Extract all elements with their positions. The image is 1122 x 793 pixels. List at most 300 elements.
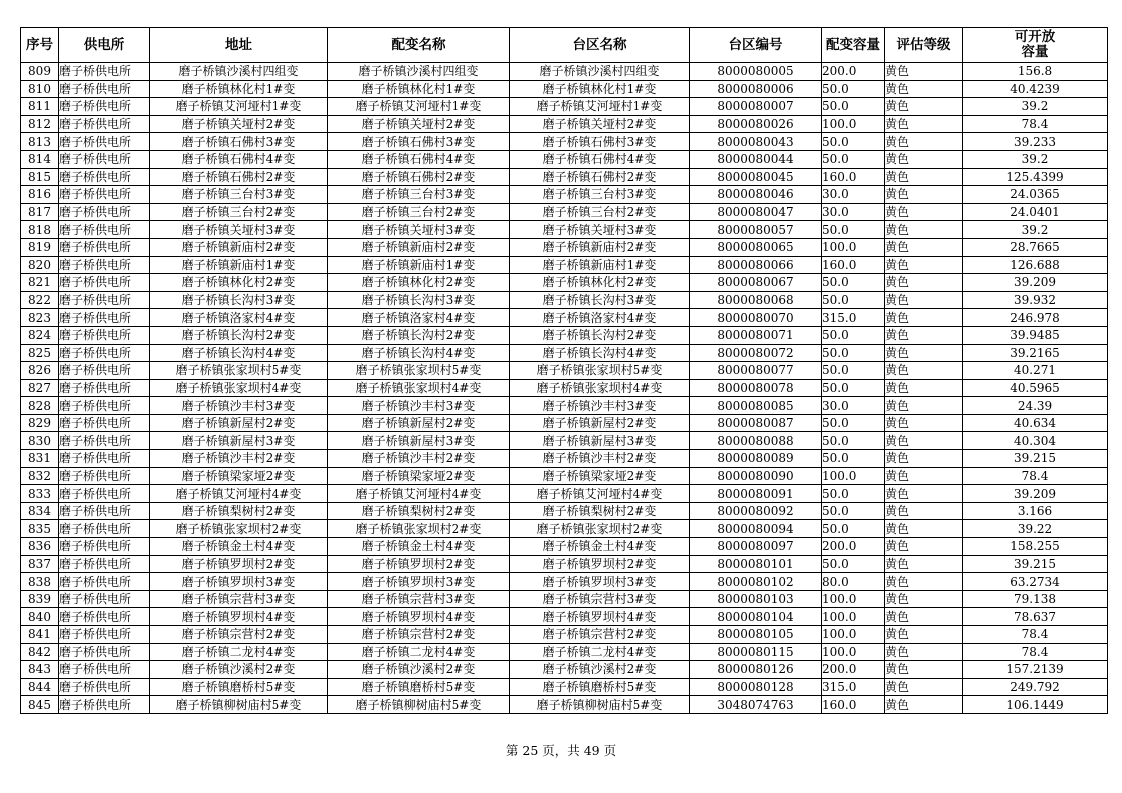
cell-station: 磨子桥供电所: [59, 221, 150, 239]
cell-open-capacity: 39.215: [963, 450, 1108, 468]
cell-area-code: 8000080043: [690, 133, 822, 151]
table-row: [21, 467, 1108, 485]
cell-index: 833: [21, 485, 59, 503]
cell-station: 磨子桥供电所: [59, 63, 150, 81]
cell-index: 832: [21, 467, 59, 485]
cell-rating: 黄色: [885, 520, 963, 538]
cell-transformer-name: 磨子桥镇新庙村1#变: [328, 256, 510, 274]
cell-open-capacity: 78.4: [963, 115, 1108, 133]
cell-address: 磨子桥镇新屋村3#变: [150, 432, 328, 450]
table-row: [21, 98, 1108, 116]
cell-area-code: 8000080066: [690, 256, 822, 274]
cell-area-name: 磨子桥镇罗坝村4#变: [510, 608, 690, 626]
cell-transformer-name: 磨子桥镇长沟村2#变: [328, 326, 510, 344]
cell-address: 磨子桥镇罗坝村4#变: [150, 608, 328, 626]
cell-address: 磨子桥镇林化村2#变: [150, 274, 328, 292]
cell-area-name: 磨子桥镇艾河垭村1#变: [510, 98, 690, 116]
table-row: [21, 115, 1108, 133]
table-row: [21, 555, 1108, 573]
table-row: [21, 538, 1108, 556]
cell-open-capacity: 39.209: [963, 274, 1108, 292]
cell-area-code: 8000080065: [690, 238, 822, 256]
cell-transformer-name: 磨子桥镇三台村2#变: [328, 203, 510, 221]
cell-station: 磨子桥供电所: [59, 326, 150, 344]
cell-open-capacity: 157.2139: [963, 661, 1108, 679]
cell-area-code: 8000080070: [690, 309, 822, 327]
cell-open-capacity: 40.5965: [963, 379, 1108, 397]
cell-transformer-name: 磨子桥镇石佛村4#变: [328, 150, 510, 168]
cell-station: 磨子桥供电所: [59, 168, 150, 186]
cell-area-name: 磨子桥镇张家坝村4#变: [510, 379, 690, 397]
cell-rating: 黄色: [885, 538, 963, 556]
cell-capacity: 100.0: [822, 467, 885, 485]
header-capacity: 配变容量: [822, 28, 885, 63]
cell-open-capacity: 24.0365: [963, 186, 1108, 204]
table-row: [21, 678, 1108, 696]
cell-capacity: 315.0: [822, 678, 885, 696]
header-station: 供电所: [59, 28, 150, 63]
cell-area-code: 8000080094: [690, 520, 822, 538]
data-table: [20, 27, 1108, 714]
table-row: [21, 414, 1108, 432]
cell-index: 811: [21, 98, 59, 116]
table-row: [21, 203, 1108, 221]
cell-open-capacity: 126.688: [963, 256, 1108, 274]
cell-address: 磨子桥镇艾河垭村4#变: [150, 485, 328, 503]
table-row: [21, 63, 1108, 81]
cell-capacity: 160.0: [822, 168, 885, 186]
cell-capacity: 50.0: [822, 485, 885, 503]
cell-area-code: 8000080006: [690, 80, 822, 98]
table-row: [21, 150, 1108, 168]
cell-rating: 黄色: [885, 256, 963, 274]
table-row: [21, 696, 1108, 714]
cell-area-code: 8000080097: [690, 538, 822, 556]
cell-station: 磨子桥供电所: [59, 573, 150, 591]
cell-rating: 黄色: [885, 309, 963, 327]
cell-index: 840: [21, 608, 59, 626]
cell-station: 磨子桥供电所: [59, 344, 150, 362]
header-area-code: 台区编号: [690, 28, 822, 63]
cell-capacity: 200.0: [822, 538, 885, 556]
header-address: 地址: [150, 28, 328, 63]
cell-address: 磨子桥镇宗营村2#变: [150, 626, 328, 644]
cell-index: 829: [21, 414, 59, 432]
cell-rating: 黄色: [885, 274, 963, 292]
header-rating: 评估等级: [885, 28, 963, 63]
table-row: [21, 274, 1108, 292]
cell-index: 819: [21, 238, 59, 256]
cell-area-name: 磨子桥镇石佛村2#变: [510, 168, 690, 186]
cell-area-name: 磨子桥镇长沟村2#变: [510, 326, 690, 344]
cell-address: 磨子桥镇沙丰村2#变: [150, 450, 328, 468]
cell-station: 磨子桥供电所: [59, 186, 150, 204]
cell-area-name: 磨子桥镇沙溪村四组变: [510, 63, 690, 81]
cell-capacity: 100.0: [822, 115, 885, 133]
cell-area-code: 8000080115: [690, 643, 822, 661]
cell-capacity: 160.0: [822, 256, 885, 274]
cell-area-code: 8000080071: [690, 326, 822, 344]
cell-capacity: 50.0: [822, 344, 885, 362]
table-row: [21, 397, 1108, 415]
cell-index: 843: [21, 661, 59, 679]
cell-address: 磨子桥镇沙丰村3#变: [150, 397, 328, 415]
cell-station: 磨子桥供电所: [59, 397, 150, 415]
cell-station: 磨子桥供电所: [59, 608, 150, 626]
cell-area-name: 磨子桥镇新庙村1#变: [510, 256, 690, 274]
cell-transformer-name: 磨子桥镇新屋村2#变: [328, 414, 510, 432]
cell-capacity: 100.0: [822, 238, 885, 256]
table-row: [21, 590, 1108, 608]
cell-transformer-name: 磨子桥镇张家坝村2#变: [328, 520, 510, 538]
cell-capacity: 100.0: [822, 590, 885, 608]
cell-transformer-name: 磨子桥镇沙丰村2#变: [328, 450, 510, 468]
cell-area-name: 磨子桥镇关垭村3#变: [510, 221, 690, 239]
table-row: [21, 608, 1108, 626]
cell-open-capacity: 39.22: [963, 520, 1108, 538]
cell-capacity: 200.0: [822, 63, 885, 81]
cell-open-capacity: 40.634: [963, 414, 1108, 432]
cell-open-capacity: 24.0401: [963, 203, 1108, 221]
cell-station: 磨子桥供电所: [59, 115, 150, 133]
cell-area-code: 8000080044: [690, 150, 822, 168]
cell-area-code: 8000080101: [690, 555, 822, 573]
cell-transformer-name: 磨子桥镇关垭村2#变: [328, 115, 510, 133]
cell-open-capacity: 40.271: [963, 362, 1108, 380]
cell-capacity: 30.0: [822, 203, 885, 221]
cell-station: 磨子桥供电所: [59, 450, 150, 468]
cell-area-name: 磨子桥镇梨树村2#变: [510, 502, 690, 520]
cell-area-name: 磨子桥镇柳树庙村5#变: [510, 696, 690, 714]
cell-transformer-name: 磨子桥镇张家坝村4#变: [328, 379, 510, 397]
cell-transformer-name: 磨子桥镇艾河垭村4#变: [328, 485, 510, 503]
cell-capacity: 315.0: [822, 309, 885, 327]
cell-area-code: 8000080005: [690, 63, 822, 81]
cell-capacity: 50.0: [822, 379, 885, 397]
cell-transformer-name: 磨子桥镇金土村4#变: [328, 538, 510, 556]
cell-index: 817: [21, 203, 59, 221]
cell-open-capacity: 39.2: [963, 98, 1108, 116]
cell-station: 磨子桥供电所: [59, 238, 150, 256]
cell-area-code: 8000080067: [690, 274, 822, 292]
table-row: [21, 432, 1108, 450]
cell-rating: 黄色: [885, 661, 963, 679]
table-row: [21, 168, 1108, 186]
cell-rating: 黄色: [885, 678, 963, 696]
cell-area-name: 磨子桥镇张家坝村5#变: [510, 362, 690, 380]
cell-address: 磨子桥镇二龙村4#变: [150, 643, 328, 661]
cell-area-name: 磨子桥镇金土村4#变: [510, 538, 690, 556]
cell-area-code: 8000080126: [690, 661, 822, 679]
cell-address: 磨子桥镇罗坝村2#变: [150, 555, 328, 573]
cell-address: 磨子桥镇石佛村2#变: [150, 168, 328, 186]
cell-address: 磨子桥镇磨桥村5#变: [150, 678, 328, 696]
cell-rating: 黄色: [885, 397, 963, 415]
cell-index: 837: [21, 555, 59, 573]
cell-capacity: 50.0: [822, 291, 885, 309]
cell-address: 磨子桥镇艾河垭村1#变: [150, 98, 328, 116]
table-row: [21, 309, 1108, 327]
cell-station: 磨子桥供电所: [59, 150, 150, 168]
cell-station: 磨子桥供电所: [59, 467, 150, 485]
cell-open-capacity: 40.304: [963, 432, 1108, 450]
cell-rating: 黄色: [885, 450, 963, 468]
cell-address: 磨子桥镇长沟村3#变: [150, 291, 328, 309]
header-area-name: 台区名称: [510, 28, 690, 63]
cell-station: 磨子桥供电所: [59, 678, 150, 696]
cell-index: 838: [21, 573, 59, 591]
cell-station: 磨子桥供电所: [59, 203, 150, 221]
cell-rating: 黄色: [885, 590, 963, 608]
cell-transformer-name: 磨子桥镇罗坝村4#变: [328, 608, 510, 626]
cell-area-code: 8000080104: [690, 608, 822, 626]
table-row: [21, 326, 1108, 344]
cell-area-name: 磨子桥镇沙丰村2#变: [510, 450, 690, 468]
cell-station: 磨子桥供电所: [59, 626, 150, 644]
table-row: [21, 238, 1108, 256]
cell-area-code: 8000080088: [690, 432, 822, 450]
cell-open-capacity: 106.1449: [963, 696, 1108, 714]
cell-open-capacity: 78.4: [963, 467, 1108, 485]
cell-area-code: 8000080091: [690, 485, 822, 503]
cell-open-capacity: 78.4: [963, 626, 1108, 644]
cell-transformer-name: 磨子桥镇柳树庙村5#变: [328, 696, 510, 714]
cell-area-name: 磨子桥镇林化村1#变: [510, 80, 690, 98]
cell-index: 812: [21, 115, 59, 133]
table-row: [21, 80, 1108, 98]
cell-capacity: 50.0: [822, 502, 885, 520]
cell-open-capacity: 249.792: [963, 678, 1108, 696]
cell-area-name: 磨子桥镇沙丰村3#变: [510, 397, 690, 415]
cell-capacity: 50.0: [822, 221, 885, 239]
cell-index: 842: [21, 643, 59, 661]
cell-rating: 黄色: [885, 98, 963, 116]
cell-capacity: 50.0: [822, 133, 885, 151]
cell-station: 磨子桥供电所: [59, 379, 150, 397]
cell-address: 磨子桥镇柳树庙村5#变: [150, 696, 328, 714]
cell-open-capacity: 125.4399: [963, 168, 1108, 186]
table-row: [21, 520, 1108, 538]
cell-transformer-name: 磨子桥镇林化村2#变: [328, 274, 510, 292]
cell-station: 磨子桥供电所: [59, 80, 150, 98]
cell-open-capacity: 39.2: [963, 150, 1108, 168]
table-row: [21, 186, 1108, 204]
cell-address: 磨子桥镇宗营村3#变: [150, 590, 328, 608]
cell-capacity: 80.0: [822, 573, 885, 591]
cell-rating: 黄色: [885, 186, 963, 204]
cell-area-name: 磨子桥镇宗营村3#变: [510, 590, 690, 608]
cell-address: 磨子桥镇林化村1#变: [150, 80, 328, 98]
cell-index: 831: [21, 450, 59, 468]
cell-transformer-name: 磨子桥镇梨树村2#变: [328, 502, 510, 520]
cell-transformer-name: 磨子桥镇沙溪村2#变: [328, 661, 510, 679]
cell-capacity: 50.0: [822, 80, 885, 98]
cell-station: 磨子桥供电所: [59, 309, 150, 327]
cell-rating: 黄色: [885, 63, 963, 81]
cell-capacity: 50.0: [822, 432, 885, 450]
cell-station: 磨子桥供电所: [59, 133, 150, 151]
cell-open-capacity: 246.978: [963, 309, 1108, 327]
cell-rating: 黄色: [885, 608, 963, 626]
cell-transformer-name: 磨子桥镇关垭村3#变: [328, 221, 510, 239]
cell-rating: 黄色: [885, 150, 963, 168]
cell-index: 823: [21, 309, 59, 327]
cell-rating: 黄色: [885, 467, 963, 485]
header-index: 序号: [21, 28, 59, 63]
cell-transformer-name: 磨子桥镇洛家村4#变: [328, 309, 510, 327]
cell-station: 磨子桥供电所: [59, 502, 150, 520]
cell-transformer-name: 磨子桥镇艾河垭村1#变: [328, 98, 510, 116]
cell-area-code: 8000080128: [690, 678, 822, 696]
cell-rating: 黄色: [885, 643, 963, 661]
cell-area-code: 8000080046: [690, 186, 822, 204]
cell-address: 磨子桥镇张家坝村2#变: [150, 520, 328, 538]
cell-transformer-name: 磨子桥镇沙溪村四组变: [328, 63, 510, 81]
cell-area-name: 磨子桥镇梁家垭2#变: [510, 467, 690, 485]
cell-rating: 黄色: [885, 379, 963, 397]
cell-capacity: 100.0: [822, 643, 885, 661]
cell-area-code: 8000080068: [690, 291, 822, 309]
cell-area-name: 磨子桥镇新屋村3#变: [510, 432, 690, 450]
cell-rating: 黄色: [885, 696, 963, 714]
cell-rating: 黄色: [885, 203, 963, 221]
cell-area-code: 8000080072: [690, 344, 822, 362]
cell-open-capacity: 39.2165: [963, 344, 1108, 362]
cell-area-name: 磨子桥镇张家坝村2#变: [510, 520, 690, 538]
cell-open-capacity: 63.2734: [963, 573, 1108, 591]
cell-station: 磨子桥供电所: [59, 485, 150, 503]
cell-transformer-name: 磨子桥镇张家坝村5#变: [328, 362, 510, 380]
cell-transformer-name: 磨子桥镇磨桥村5#变: [328, 678, 510, 696]
cell-index: 810: [21, 80, 59, 98]
cell-address: 磨子桥镇梁家垭2#变: [150, 467, 328, 485]
cell-index: 844: [21, 678, 59, 696]
cell-area-code: 8000080078: [690, 379, 822, 397]
cell-index: 828: [21, 397, 59, 415]
cell-station: 磨子桥供电所: [59, 590, 150, 608]
cell-index: 813: [21, 133, 59, 151]
cell-station: 磨子桥供电所: [59, 538, 150, 556]
table-row: [21, 661, 1108, 679]
cell-address: 磨子桥镇新屋村2#变: [150, 414, 328, 432]
cell-address: 磨子桥镇三台村2#变: [150, 203, 328, 221]
cell-capacity: 50.0: [822, 362, 885, 380]
cell-open-capacity: 40.4239: [963, 80, 1108, 98]
cell-capacity: 160.0: [822, 696, 885, 714]
cell-area-name: 磨子桥镇洛家村4#变: [510, 309, 690, 327]
cell-capacity: 30.0: [822, 186, 885, 204]
table-body: [21, 63, 1108, 714]
cell-address: 磨子桥镇关垭村3#变: [150, 221, 328, 239]
cell-index: 825: [21, 344, 59, 362]
cell-station: 磨子桥供电所: [59, 274, 150, 292]
cell-area-code: 8000080045: [690, 168, 822, 186]
cell-capacity: 50.0: [822, 414, 885, 432]
cell-rating: 黄色: [885, 133, 963, 151]
cell-index: 822: [21, 291, 59, 309]
cell-area-name: 磨子桥镇新屋村2#变: [510, 414, 690, 432]
table-row: [21, 643, 1108, 661]
cell-area-name: 磨子桥镇石佛村4#变: [510, 150, 690, 168]
table-row: [21, 133, 1108, 151]
cell-index: 839: [21, 590, 59, 608]
cell-capacity: 30.0: [822, 397, 885, 415]
cell-index: 818: [21, 221, 59, 239]
cell-index: 830: [21, 432, 59, 450]
cell-open-capacity: 78.637: [963, 608, 1108, 626]
cell-transformer-name: 磨子桥镇宗营村2#变: [328, 626, 510, 644]
cell-area-name: 磨子桥镇宗营村2#变: [510, 626, 690, 644]
cell-transformer-name: 磨子桥镇石佛村2#变: [328, 168, 510, 186]
cell-area-code: 8000080087: [690, 414, 822, 432]
cell-index: 821: [21, 274, 59, 292]
cell-station: 磨子桥供电所: [59, 432, 150, 450]
cell-rating: 黄色: [885, 326, 963, 344]
cell-address: 磨子桥镇长沟村2#变: [150, 326, 328, 344]
cell-address: 磨子桥镇新庙村2#变: [150, 238, 328, 256]
cell-open-capacity: 24.39: [963, 397, 1108, 415]
cell-area-code: 8000080085: [690, 397, 822, 415]
cell-area-code: 8000080057: [690, 221, 822, 239]
page-footer: 第 25 页，共 49 页: [505, 743, 617, 758]
cell-area-name: 磨子桥镇石佛村3#变: [510, 133, 690, 151]
cell-area-name: 磨子桥镇艾河垭村4#变: [510, 485, 690, 503]
cell-address: 磨子桥镇长沟村4#变: [150, 344, 328, 362]
cell-rating: 黄色: [885, 168, 963, 186]
table-row: [21, 502, 1108, 520]
cell-transformer-name: 磨子桥镇罗坝村2#变: [328, 555, 510, 573]
cell-area-code: 8000080026: [690, 115, 822, 133]
cell-area-code: 8000080103: [690, 590, 822, 608]
cell-area-name: 磨子桥镇长沟村4#变: [510, 344, 690, 362]
cell-capacity: 50.0: [822, 326, 885, 344]
cell-transformer-name: 磨子桥镇新屋村3#变: [328, 432, 510, 450]
cell-transformer-name: 磨子桥镇长沟村3#变: [328, 291, 510, 309]
cell-capacity: 200.0: [822, 661, 885, 679]
cell-address: 磨子桥镇洛家村4#变: [150, 309, 328, 327]
table-header-row: [21, 28, 1108, 63]
cell-area-name: 磨子桥镇三台村2#变: [510, 203, 690, 221]
cell-station: 磨子桥供电所: [59, 661, 150, 679]
cell-index: 834: [21, 502, 59, 520]
cell-address: 磨子桥镇张家坝村5#变: [150, 362, 328, 380]
cell-index: 816: [21, 186, 59, 204]
table-row: [21, 344, 1108, 362]
cell-index: 845: [21, 696, 59, 714]
cell-address: 磨子桥镇沙溪村2#变: [150, 661, 328, 679]
cell-open-capacity: 79.138: [963, 590, 1108, 608]
cell-transformer-name: 磨子桥镇沙丰村3#变: [328, 397, 510, 415]
cell-rating: 黄色: [885, 221, 963, 239]
table-row: [21, 221, 1108, 239]
cell-transformer-name: 磨子桥镇长沟村4#变: [328, 344, 510, 362]
cell-rating: 黄色: [885, 432, 963, 450]
cell-address: 磨子桥镇金土村4#变: [150, 538, 328, 556]
cell-index: 826: [21, 362, 59, 380]
cell-transformer-name: 磨子桥镇林化村1#变: [328, 80, 510, 98]
cell-area-code: 8000080007: [690, 98, 822, 116]
cell-index: 814: [21, 150, 59, 168]
cell-transformer-name: 磨子桥镇新庙村2#变: [328, 238, 510, 256]
header-transformer-name: 配变名称: [328, 28, 510, 63]
cell-area-code: 8000080077: [690, 362, 822, 380]
cell-rating: 黄色: [885, 502, 963, 520]
cell-area-code: 8000080102: [690, 573, 822, 591]
cell-transformer-name: 磨子桥镇梁家垭2#变: [328, 467, 510, 485]
cell-open-capacity: 39.9485: [963, 326, 1108, 344]
cell-address: 磨子桥镇石佛村4#变: [150, 150, 328, 168]
cell-area-name: 磨子桥镇关垭村2#变: [510, 115, 690, 133]
